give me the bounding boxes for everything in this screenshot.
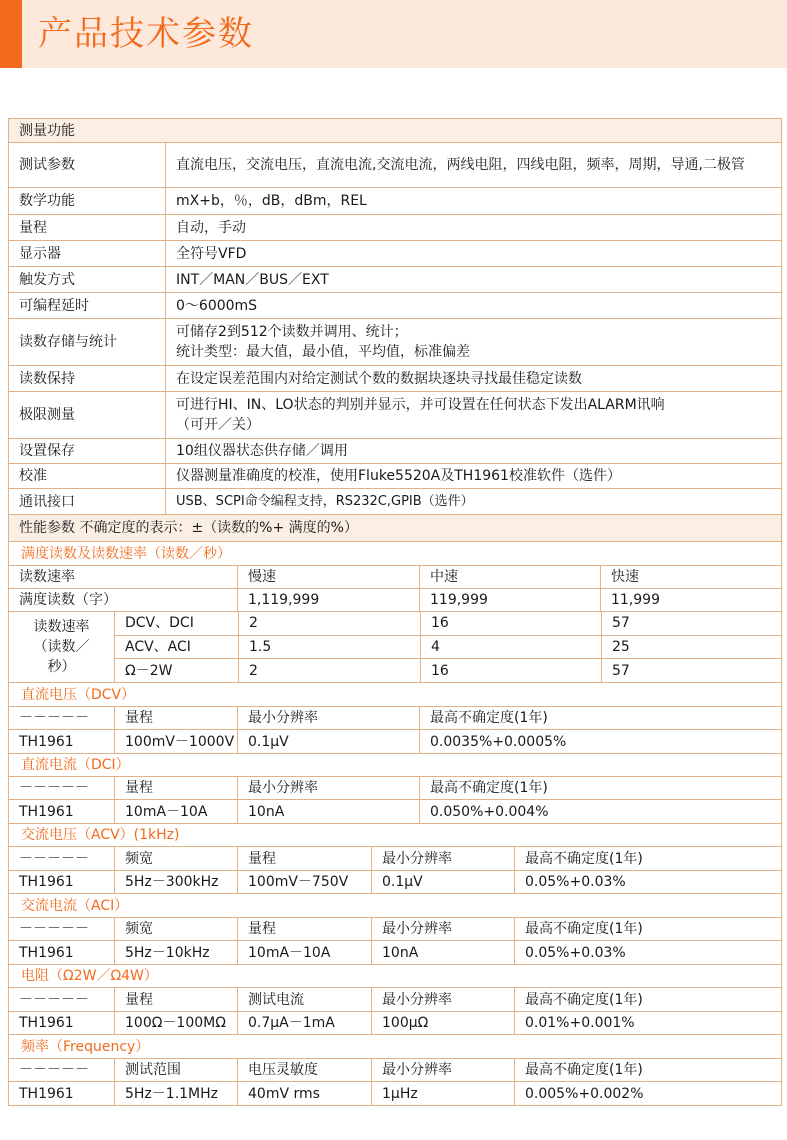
spec-cell: 量程 — [114, 988, 237, 1011]
spec-cell: 量程 — [114, 707, 237, 729]
table-row — [9, 566, 781, 589]
row-key: 可编程延时 — [19, 297, 89, 314]
spec-cell: 0.05%+0.03% — [514, 941, 781, 964]
rate-mid: 16 — [420, 612, 601, 635]
table-row — [9, 464, 781, 489]
row-key: 测试参数 — [19, 157, 75, 173]
table-row — [9, 847, 781, 871]
spec-cell: 0.1μV — [237, 730, 419, 753]
row-key: 校准 — [19, 468, 47, 484]
value-line: （可开／关） — [176, 417, 260, 433]
rate-mode: ACV、ACI — [125, 639, 191, 655]
spec-cell: TH1961 — [19, 944, 74, 961]
full-scale-cell: 1,119,999 — [237, 589, 419, 611]
spec-cell: 0.7μA－1mA — [237, 1012, 371, 1034]
section-title: 电阻（Ω2W／Ω4W） — [21, 968, 158, 984]
spec-cell: －－－－－ — [19, 710, 89, 726]
spec-cell: 最小分辨率 — [237, 707, 419, 729]
row-value — [165, 392, 781, 438]
spec-cell: －－－－－ — [19, 1062, 89, 1078]
rate-row — [115, 636, 781, 660]
rate-fast: 57 — [601, 612, 781, 635]
spec-cell: 0.0035%+0.0005% — [419, 730, 781, 753]
rate-label-line: 秒） — [47, 659, 76, 675]
spec-cell: 最小分辨率 — [237, 777, 419, 799]
accent-bar — [0, 0, 22, 68]
table-row — [9, 241, 781, 267]
rate-block — [9, 612, 781, 683]
spec-cell: 100mV－1000V — [114, 730, 237, 753]
row-key: 读数存储与统计 — [19, 334, 117, 350]
table-row — [9, 918, 781, 941]
speed-head-cell: 读数速率 — [19, 569, 75, 585]
spec-cell: 最小分辨率 — [371, 847, 514, 870]
spec-cell: 最高不确定度(1年) — [514, 988, 781, 1011]
table-row — [9, 707, 781, 730]
row-key: 通讯接口 — [19, 493, 75, 510]
spec-cell: 5Hz－10kHz — [114, 941, 237, 964]
row-value: 0～6000mS — [165, 293, 781, 318]
value-line: 可进行HI、IN、LO状态的判别并显示，并可设置在任何状态下发出ALARM讯响 — [176, 397, 665, 413]
speed-head-cell: 快速 — [600, 566, 781, 588]
spec-cell: 最高不确定度(1年) — [514, 847, 781, 870]
row-value: 10组仪器状态供存储／调用 — [165, 439, 781, 463]
value-line: 可储存2到512个读数并调用、统计； — [176, 324, 408, 340]
table-row — [9, 777, 781, 800]
row-value: 全符号VFD — [165, 241, 781, 266]
row-value: 仪器测量准确度的校准，使用Fluke5520A及TH1961校准软件（选件） — [165, 464, 781, 488]
spec-cell: 0.01%+0.001% — [514, 1012, 781, 1034]
spec-cell: 测试电流 — [237, 988, 371, 1011]
table-row — [9, 1082, 781, 1106]
spec-cell: 5Hz－1.1MHz — [114, 1082, 237, 1105]
spec-cell: －－－－－ — [19, 850, 89, 867]
rate-mode: DCV、DCI — [125, 615, 194, 632]
spec-cell: 最高不确定度(1年) — [419, 777, 781, 799]
table-row — [9, 988, 781, 1012]
rate-slow: 1.5 — [238, 636, 420, 659]
spec-cell: 5Hz－300kHz — [114, 871, 237, 893]
rate-fast: 25 — [601, 636, 781, 659]
spec-cell: 量程 — [114, 777, 237, 799]
spec-cell: 电压灵敏度 — [237, 1059, 371, 1081]
functions-table — [8, 118, 782, 1106]
rate-slow: 2 — [238, 612, 420, 635]
full-scale-cell: 11,999 — [600, 589, 781, 611]
spec-cell: 100μΩ — [371, 1012, 514, 1034]
rate-label-line: （读数／ — [33, 639, 90, 655]
section-title-row — [9, 824, 781, 847]
spec-cell: 100Ω－100MΩ — [114, 1012, 237, 1034]
rate-mode: Ω－2W — [125, 662, 173, 679]
row-key: 读数保持 — [19, 370, 75, 387]
speed-head-cell: 慢速 — [237, 566, 419, 588]
spec-cell: TH1961 — [19, 874, 74, 890]
performance-header: 性能参数 不确定度的表示：±（读数的%+ 满度的%） — [19, 520, 358, 536]
spec-cell: －－－－－ — [19, 991, 89, 1008]
spec-cell: 40mV rms — [237, 1082, 371, 1105]
row-value: 在设定误差范围内对给定测试个数的数据块逐块寻找最佳稳定读数 — [165, 366, 781, 391]
table-row — [9, 392, 781, 439]
table-row — [9, 366, 781, 392]
section-title: 直流电流（DCI） — [21, 757, 130, 773]
row-key: 数学功能 — [19, 193, 75, 209]
rate-label-line: 读数速率 — [33, 619, 90, 635]
spec-cell: TH1961 — [19, 733, 74, 750]
spec-cell: 测试范围 — [114, 1059, 237, 1081]
rate-fast: 57 — [601, 659, 781, 682]
spec-cell: 频宽 — [114, 918, 237, 940]
section-title-row — [9, 683, 781, 707]
value-line: 统计类型：最大值，最小值，平均值，标准偏差 — [176, 344, 470, 360]
spec-cell: 1μHz — [371, 1082, 514, 1105]
spec-cell: 0.05%+0.03% — [514, 871, 781, 893]
spec-cell: TH1961 — [19, 1085, 74, 1102]
spec-cell: 10nA — [371, 941, 514, 964]
section-title-row — [9, 894, 781, 918]
spec-cell: 最小分辨率 — [371, 918, 514, 940]
section-title: 满度读数及读数速率（读数／秒） — [21, 545, 231, 562]
rate-rows — [114, 612, 781, 682]
spec-cell: 0.050%+0.004% — [419, 800, 781, 823]
table-row — [9, 439, 781, 464]
spec-cell: 0.005%+0.002% — [514, 1082, 781, 1105]
table-row — [9, 215, 781, 241]
full-scale-cell: 满度读数（字） — [19, 592, 117, 608]
table-row — [9, 871, 781, 894]
spec-cell: 最小分辨率 — [371, 1059, 514, 1081]
rate-row — [115, 612, 781, 636]
spec-cell: TH1961 — [19, 1015, 74, 1031]
functions-header-row — [9, 119, 781, 143]
spec-cell: 频宽 — [114, 847, 237, 870]
rate-mid: 16 — [420, 659, 601, 682]
row-value — [165, 319, 781, 365]
row-key: 触发方式 — [19, 271, 75, 288]
row-key: 显示器 — [19, 245, 61, 262]
spec-cell: 10nA — [237, 800, 419, 823]
section-title: 直流电压（DCV） — [21, 686, 136, 703]
rate-label — [9, 612, 114, 682]
table-row — [9, 188, 781, 215]
spec-cell: 量程 — [237, 847, 371, 870]
spec-cell: 10mA－10A — [114, 800, 237, 823]
row-value: 自动，手动 — [165, 215, 781, 240]
spec-cell: 100mV－750V — [237, 871, 371, 893]
spec-cell: 0.1μV — [371, 871, 514, 893]
spec-cell: 最小分辨率 — [371, 988, 514, 1011]
table-row — [9, 319, 781, 366]
full-scale-cell: 119,999 — [419, 589, 600, 611]
table-row — [9, 143, 781, 188]
spec-cell: －－－－－ — [19, 780, 89, 796]
table-row — [9, 941, 781, 965]
rate-mid: 4 — [420, 636, 601, 659]
spec-cell: 最高不确定度(1年) — [514, 1059, 781, 1081]
row-key: 量程 — [19, 219, 47, 236]
row-value: INT／MAN／BUS／EXT — [165, 267, 781, 292]
spec-cell: 最高不确定度(1年) — [419, 707, 781, 729]
section-title-row — [9, 1035, 781, 1059]
table-row — [9, 1012, 781, 1035]
row-value: mX+b，％，dB，dBm，REL — [165, 188, 781, 214]
performance-header-row — [9, 515, 781, 542]
spec-cell: 最高不确定度(1年) — [514, 918, 781, 940]
table-row — [9, 589, 781, 612]
section-title-row — [9, 542, 781, 566]
title-banner — [0, 0, 787, 68]
section-title: 频率（Frequency） — [21, 1038, 150, 1055]
row-key: 设置保存 — [19, 443, 75, 459]
section-title: 交流电压（ACV）(1kHz) — [21, 827, 180, 843]
functions-header: 测量功能 — [19, 122, 75, 139]
spec-cell: 量程 — [237, 918, 371, 940]
rate-slow: 2 — [238, 659, 420, 682]
table-row — [9, 730, 781, 754]
spec-cell: TH1961 — [19, 803, 74, 820]
table-row — [9, 267, 781, 293]
section-title-row — [9, 754, 781, 777]
row-key: 极限测量 — [19, 407, 75, 423]
section-title: 交流电流（ACI） — [21, 897, 129, 914]
rate-row — [115, 659, 781, 682]
spec-cell: －－－－－ — [19, 921, 89, 937]
row-value: 直流电压，交流电压，直流电流,交流电流，两线电阻，四线电阻，频率，周期，导通,二极管 — [165, 143, 781, 187]
table-row — [9, 1059, 781, 1082]
speed-head-cell: 中速 — [419, 566, 600, 588]
table-row — [9, 800, 781, 824]
table-row — [9, 489, 781, 515]
section-title-row — [9, 965, 781, 988]
table-row — [9, 293, 781, 319]
page-title: 产品技术参数 — [38, 14, 254, 54]
spec-cell: 10mA－10A — [237, 941, 371, 964]
row-value: USB、SCPI命令编程支持，RS232C,GPIB（选件） — [165, 489, 781, 514]
